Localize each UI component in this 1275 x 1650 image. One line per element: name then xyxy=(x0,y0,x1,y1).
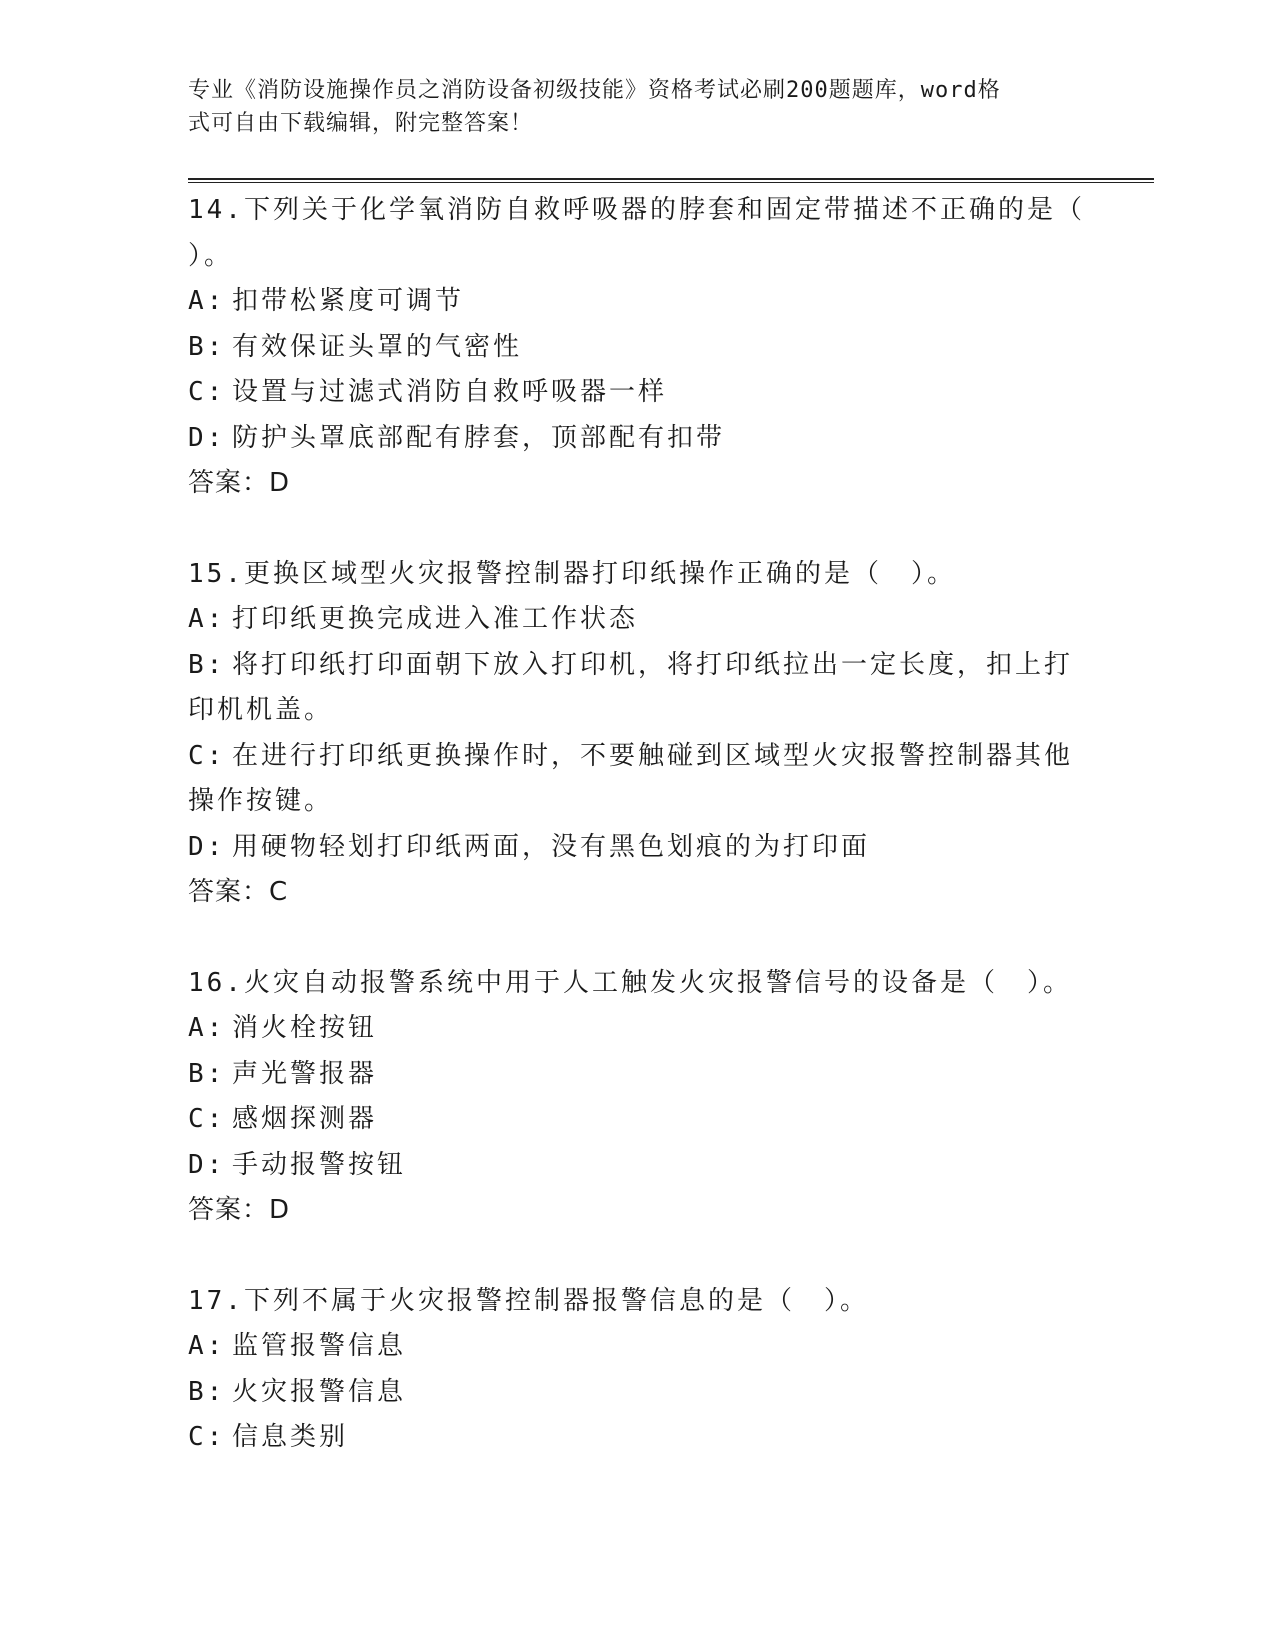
option-c xyxy=(188,734,1088,780)
option-a xyxy=(188,279,1088,325)
option-label: B: xyxy=(188,331,226,362)
question-stem: 14.下列关于化学氧消防自救呼吸器的脖套和固定带描述不正确的是（ xyxy=(188,195,1085,225)
option-label: B: xyxy=(188,649,226,680)
option-a xyxy=(188,597,1088,643)
option-label: B: xyxy=(188,1376,226,1407)
answer: 答案：C xyxy=(188,877,289,907)
answer: 答案：D xyxy=(188,1195,291,1225)
option-b xyxy=(188,1370,1088,1416)
option-text: 声光警报器 xyxy=(232,1058,378,1089)
option-text: 监管报警信息 xyxy=(232,1331,407,1361)
question-stem-continued: ）。 xyxy=(188,240,234,271)
option-label: B: xyxy=(188,1058,226,1089)
option-label: D: xyxy=(188,422,226,453)
header-divider xyxy=(188,178,1154,183)
option-b xyxy=(188,643,1088,689)
option-a xyxy=(188,1324,1088,1370)
option-b xyxy=(188,1052,1088,1098)
option-c xyxy=(188,1415,1088,1461)
option-d xyxy=(188,825,1088,871)
option-label: C: xyxy=(188,1422,226,1452)
question-17 xyxy=(188,1279,1088,1461)
option-label: A: xyxy=(188,604,226,634)
option-b-continued: 印机机盖。 xyxy=(188,695,334,725)
option-label: D: xyxy=(188,1149,226,1180)
option-c xyxy=(188,370,1088,416)
option-label: C: xyxy=(188,377,226,407)
option-text: 扣带松紧度可调节 xyxy=(232,286,465,316)
answer: 答案：D xyxy=(188,468,291,498)
option-label: A: xyxy=(188,1013,226,1043)
option-label: D: xyxy=(188,831,226,862)
document-header xyxy=(188,74,1068,140)
option-text: 消火栓按钮 xyxy=(232,1013,378,1043)
question-stem: 17.下列不属于火灾报警控制器报警信息的是（ ）。 xyxy=(188,1285,869,1316)
question-stem: 16.火灾自动报警系统中用于人工触发火灾报警信号的设备是（ ）。 xyxy=(188,967,1072,998)
option-b xyxy=(188,325,1088,371)
option-label: C: xyxy=(188,740,226,771)
header-line-2: 式可自由下载编辑，附完整答案！ xyxy=(188,111,534,136)
option-d xyxy=(188,1143,1088,1189)
question-list xyxy=(188,188,1088,1506)
option-label: A: xyxy=(188,286,226,316)
option-text: 用硬物轻划打印纸两面，没有黑色划痕的为打印面 xyxy=(232,831,871,862)
option-label: A: xyxy=(188,1331,226,1361)
option-d xyxy=(188,416,1088,462)
option-text: 防护头罩底部配有脖套，顶部配有扣带 xyxy=(232,422,726,453)
option-text: 信息类别 xyxy=(232,1422,349,1452)
option-text: 在进行打印纸更换操作时，不要触碰到区域型火灾报警控制器其他 xyxy=(232,740,1074,771)
option-text: 手动报警按钮 xyxy=(232,1149,407,1180)
question-15 xyxy=(188,552,1088,916)
option-a xyxy=(188,1006,1088,1052)
question-stem: 15.更换区域型火灾报警控制器打印纸操作正确的是（ ）。 xyxy=(188,558,956,589)
header-line-1: 专业《消防设施操作员之消防设备初级技能》资格考试必刷200题题库，word格 xyxy=(188,78,1001,103)
question-14 xyxy=(188,188,1088,507)
option-text: 设置与过滤式消防自救呼吸器一样 xyxy=(232,377,668,407)
option-text: 打印纸更换完成进入准工作状态 xyxy=(232,604,639,634)
option-text: 将打印纸打印面朝下放入打印机，将打印纸拉出一定长度，扣上打 xyxy=(232,649,1074,680)
option-label: C: xyxy=(188,1104,226,1134)
option-c xyxy=(188,1097,1088,1143)
option-text: 有效保证头罩的气密性 xyxy=(232,331,523,362)
option-text: 感烟探测器 xyxy=(232,1104,378,1134)
option-c-continued: 操作按键。 xyxy=(188,786,334,816)
option-text: 火灾报警信息 xyxy=(232,1376,407,1407)
question-16 xyxy=(188,961,1088,1234)
